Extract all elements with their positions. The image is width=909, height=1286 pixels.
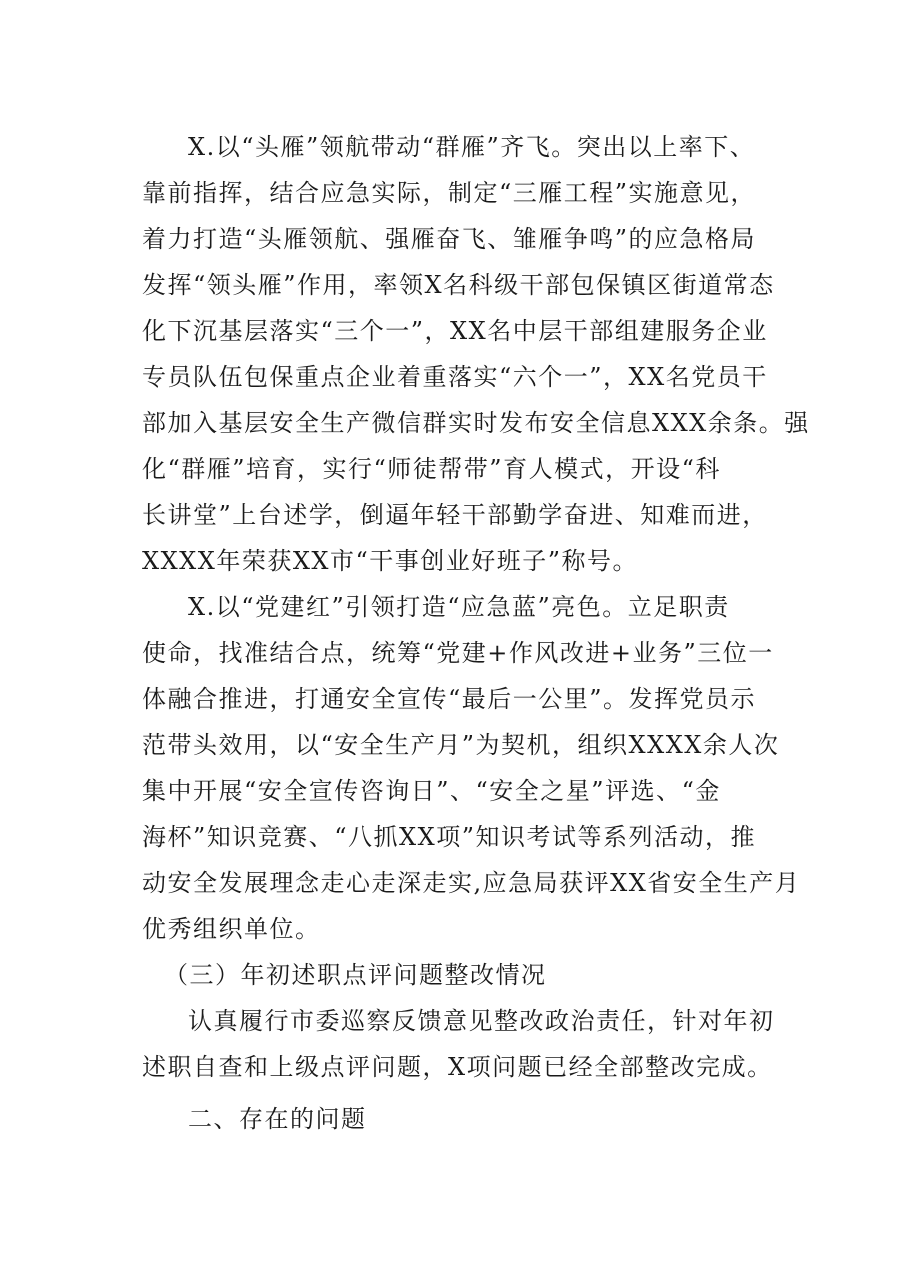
paragraph-1-line-10: XXXX年荣获XX市“干事创业好班子”称号。 (142, 547, 639, 575)
paragraph-2-line-5: 集中开展“安全宣传咨询日”、“安全之星”评选、“金 (142, 777, 721, 805)
section-heading-3: （三）年初述职点评问题整改情况 (164, 961, 547, 989)
paragraph-1-line-1: X.以“头雁”领航带动“群雁”齐飞。突出以上率下、 (188, 133, 756, 161)
paragraph-2-line-6: 海杯”知识竞赛、“八抓XX项”知识考试等系列活动，推 (142, 823, 756, 851)
paragraph-1-line-7: 部加入基层安全生产微信群实时发布安全信息XXX余条。强 (142, 409, 810, 437)
paragraph-2-line-8: 优秀组织单位。 (142, 915, 321, 943)
paragraph-1-line-5: 化下沉基层落实“三个一”，XX名中层干部组建服务企业 (142, 317, 768, 345)
paragraph-2-line-3: 体融合推进，打通安全宣传“最后一公里”。发挥党员示 (142, 685, 757, 713)
paragraph-2-line-7: 动安全发展理念走心走深走实,应急局获评XX省安全生产月 (142, 869, 801, 897)
paragraph-1-line-2: 靠前指挥，结合应急实际，制定“三雁工程”实施意见， (142, 179, 757, 207)
paragraph-1-line-4: 发挥“领头雁”作用，率领X名科级干部包保镇区街道常态 (142, 271, 775, 299)
paragraph-2-line-2: 使命，找准结合点，统筹“党建+作风改进+业务”三位一 (142, 639, 774, 667)
paragraph-2-line-1: X.以“党建红”引领打造“应急蓝”亮色。立足职责 (188, 593, 730, 621)
paragraph-3-line-1: 认真履行市委巡察反馈意见整改政治责任，针对年初 (188, 1007, 775, 1035)
paragraph-1-line-3: 着力打造“头雁领航、强雁奋飞、雏雁争鸣”的应急格局 (142, 225, 757, 253)
paragraph-1-line-6: 专员队伍包保重点企业着重落实“六个一”，XX名党员干 (142, 363, 768, 391)
paragraph-1-line-9: 长讲堂”上台述学，倒逼年轻干部勤学奋进、知难而进， (142, 501, 768, 529)
section-heading-2: 二、存在的问题 (188, 1105, 367, 1133)
paragraph-1-line-8: 化“群雁”培育，实行“师徒帮带”育人模式，开设“科 (142, 455, 721, 483)
paragraph-3-line-2: 述职自查和上级点评问题，X项问题已经全部整改完成。 (142, 1053, 773, 1081)
paragraph-2-line-4: 范带头效用，以“安全生产月”为契机，组织XXXX余人次 (142, 731, 780, 759)
